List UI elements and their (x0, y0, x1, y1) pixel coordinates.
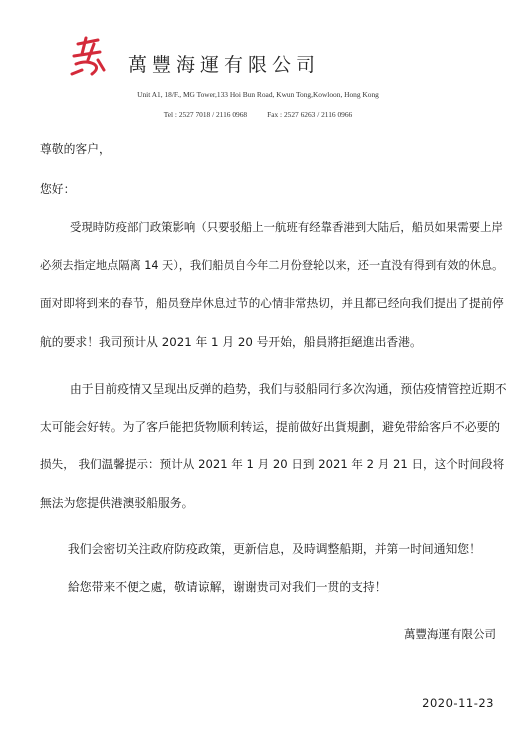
salutation: 尊敬的客户， (40, 142, 111, 156)
paragraph-4: 給您带来不便之處，敬请谅解，谢谢贵司对我们一贯的支持！ (68, 580, 387, 594)
telephone-numbers: Tel : 2527 7018 / 2116 0968 (163, 110, 248, 119)
paragraph-1-line: 航的要求！我司预计从 2021 年 1 月 20 号开始，船員將拒絕進出香港。 (40, 335, 422, 349)
company-name: 萬豐海運有限公司 (128, 54, 321, 76)
contact-line (0, 110, 516, 119)
signature-company: 萬豐海運有限公司 (404, 627, 496, 641)
paragraph-3: 我们会密切关注政府防疫政策，更新信息，及時调整船期，并第一时间通知您！ (68, 542, 481, 556)
company-address: Unit A1, 18/F., MG Tower,133 Hoi Bun Road, Kwun Tong,Kowloon, Hong Kong (137, 90, 379, 99)
company-logo-icon (64, 34, 112, 78)
paragraph-2-line: 损失， 我们温馨提示：预计从 2021 年 1 月 20 日到 2021 年 2 月 21 日，这个时间段将 (40, 457, 505, 471)
paragraph-1-line: 受現時防疫部门政策影响（只要驳船上一航班有经靠香港到大陆后，船员如果需要上岸 (70, 220, 503, 234)
paragraph-1-line: 面对即将到来的春节，船员登岸休息过节的心情非常热切，并且都已经向我们提出了提前停 (40, 296, 504, 310)
paragraph-2-line: 無法为您提供港澳驳船服务。 (40, 496, 194, 510)
letter-date: 2020-11-23 (422, 696, 494, 710)
greeting: 您好： (40, 182, 76, 196)
paragraph-1-line: 必须去指定地点隔离 14 天），我们船员自今年二月份登轮以来，还一直没有得到有效的休息。 (40, 259, 504, 272)
paragraph-2-line: 由于目前疫情又呈现出反弹的趋势，我们与驳船同行多次沟通，预估疫情管控近期不 (70, 382, 507, 396)
fax-numbers: Fax : 2527 6263 / 2116 0966 (267, 110, 353, 119)
paragraph-2-line: 太可能会好转。为了客戶能把货物顺利转运，提前做好出貨規劃，避免带給客戶不必要的 (40, 420, 501, 434)
letterhead (0, 0, 516, 130)
